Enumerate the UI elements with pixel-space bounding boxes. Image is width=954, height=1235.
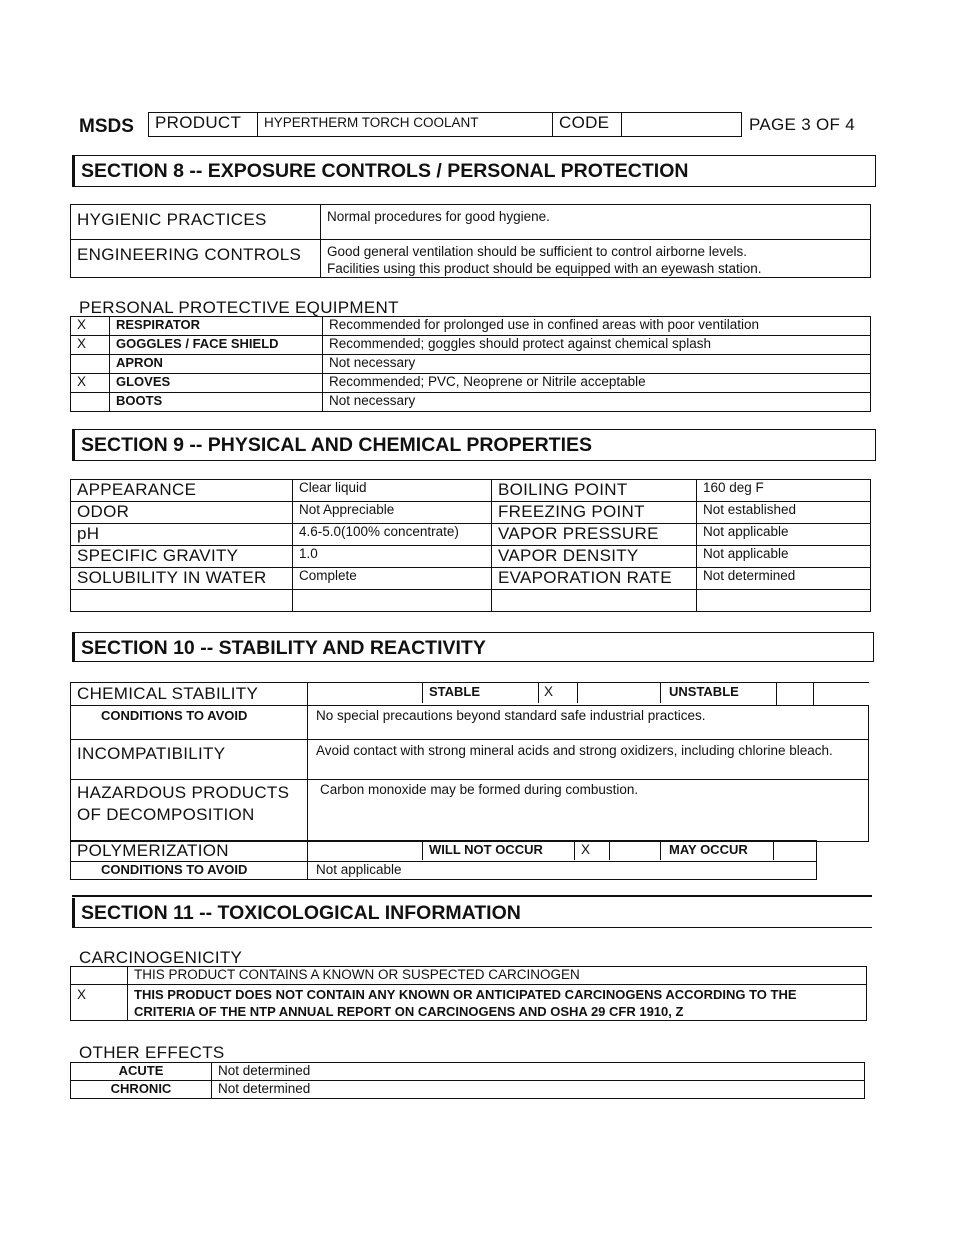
table-row (71, 1081, 865, 1099)
ppe-mark (71, 393, 110, 412)
prop-value: 1.0 (293, 546, 492, 568)
incompat-label: INCOMPATIBILITY (71, 740, 308, 780)
prop-label: APPEARANCE (71, 480, 293, 502)
product-name: HYPERTHERM TORCH COOLANT (258, 113, 553, 137)
prop-value: Clear liquid (293, 480, 492, 502)
prop-label: SPECIFIC GRAVITY (71, 546, 293, 568)
table-row (71, 590, 871, 612)
prop-label: FREEZING POINT (492, 502, 697, 524)
ppe-item: RESPIRATOR (110, 317, 323, 336)
stable-label: STABLE (422, 683, 532, 703)
effect-value: Not determined (212, 1081, 865, 1099)
prop-value: Not applicable (697, 546, 871, 568)
other-effects-table (70, 1062, 865, 1099)
stability-options (308, 683, 869, 706)
ppe-note: Not necessary (323, 355, 871, 374)
hazard-value: Carbon monoxide may be formed during combustion. (308, 780, 869, 842)
unstable-mark (776, 683, 814, 705)
chem-stability-label: CHEMICAL STABILITY (71, 683, 308, 706)
prop-label: SOLUBILITY IN WATER (71, 568, 293, 590)
ppe-item: GOGGLES / FACE SHIELD (110, 336, 323, 355)
will-not-occur-mark: X (574, 841, 610, 860)
hazard-label (71, 780, 308, 842)
carc-mark (71, 967, 128, 985)
carc-text: THIS PRODUCT CONTAINS A KNOWN OR SUSPECTED CARCINOGEN (128, 967, 867, 985)
table-row (71, 355, 871, 374)
ppe-note: Not necessary (323, 393, 871, 412)
unstable-label: UNSTABLE (660, 683, 776, 703)
poly-cond-label: CONDITIONS TO AVOID (71, 862, 308, 880)
stable-mark: X (538, 683, 578, 703)
header-table (148, 112, 742, 137)
prop-label: VAPOR PRESSURE (492, 524, 697, 546)
ppe-note: Recommended; PVC, Neoprene or Nitrile acceptable (323, 374, 871, 393)
other-effects-title: OTHER EFFECTS (79, 1043, 225, 1062)
hygienic-label: HYGIENIC PRACTICES (71, 205, 321, 240)
code-value (622, 113, 742, 137)
cond-avoid-value: No special precautions beyond standard safe industrial practices. (308, 706, 869, 740)
prop-value: Not applicable (697, 524, 871, 546)
poly-cond-value: Not applicable (308, 862, 817, 880)
engineering-label: ENGINEERING CONTROLS (71, 240, 321, 278)
may-occur-mark (774, 841, 814, 860)
effect-label: ACUTE (71, 1063, 212, 1081)
ppe-mark: X (71, 336, 110, 355)
prop-value: Not Appreciable (293, 502, 492, 524)
effect-value: Not determined (212, 1063, 865, 1081)
will-not-occur-label: WILL NOT OCCUR (422, 841, 574, 860)
section10-title: SECTION 10 -- STABILITY AND REACTIVITY (72, 632, 874, 662)
ppe-mark: X (71, 317, 110, 336)
hazard-label-line-2: OF DECOMPOSITION (77, 805, 255, 824)
ppe-title: PERSONAL PROTECTIVE EQUIPMENT (79, 298, 399, 317)
properties-table (70, 479, 871, 612)
polymerization-table (70, 840, 817, 880)
prop-value: Not determined (697, 568, 871, 590)
prop-value: 160 deg F (697, 480, 871, 502)
prop-label: pH (71, 524, 293, 546)
prop-value (697, 590, 871, 612)
product-label: PRODUCT (149, 113, 258, 137)
engineering-line-1: Good general ventilation should be sufficient to control airborne levels. (327, 244, 748, 259)
prop-label (71, 590, 293, 612)
table-row (71, 336, 871, 355)
ppe-item: GLOVES (110, 374, 323, 393)
carc-mark: X (71, 985, 128, 1021)
section8-title: SECTION 8 -- EXPOSURE CONTROLS / PERSONAL PROTECTION (72, 155, 876, 187)
ppe-mark: X (71, 374, 110, 393)
section11-top-rule (72, 895, 872, 897)
table-row (71, 480, 871, 502)
ppe-note: Recommended; goggles should protect against chemical splash (323, 336, 871, 355)
code-label: CODE (553, 113, 622, 137)
table-row (71, 1063, 865, 1081)
may-occur-label: MAY OCCUR (660, 841, 774, 860)
section11-title: SECTION 11 -- TOXICOLOGICAL INFORMATION (72, 898, 872, 928)
msds-label: MSDS (79, 116, 134, 137)
stability-table (70, 682, 869, 842)
ppe-item: BOOTS (110, 393, 323, 412)
incompat-value: Avoid contact with strong mineral acids and strong oxidizers, including chlorine bleach. (308, 740, 869, 780)
table-row (71, 985, 867, 1021)
effect-label: CHRONIC (71, 1081, 212, 1099)
page-number: PAGE 3 OF 4 (749, 115, 855, 134)
prop-label (492, 590, 697, 612)
prop-label: ODOR (71, 502, 293, 524)
ppe-item: APRON (110, 355, 323, 374)
table-row (71, 524, 871, 546)
engineering-line-2: Facilities using this product should be equipped with an eyewash station. (327, 261, 762, 276)
table-row (71, 546, 871, 568)
ppe-note: Recommended for prolonged use in confined areas with poor ventilation (323, 317, 871, 336)
table-row (71, 393, 871, 412)
prop-label: VAPOR DENSITY (492, 546, 697, 568)
poly-options (308, 841, 817, 862)
table-row (71, 317, 871, 336)
table-row (71, 967, 867, 985)
table-row (71, 502, 871, 524)
section8-table (70, 204, 871, 278)
ppe-table (70, 316, 871, 412)
table-row (71, 374, 871, 393)
hygienic-value: Normal procedures for good hygiene. (321, 205, 871, 240)
carc-text: THIS PRODUCT DOES NOT CONTAIN ANY KNOWN OR ANTICIPATED CARCINOGENS ACCORDING TO THE CRITERIA OF THE NTP ANNUAL REPORT ON CARCINOGENS AND OSHA 29 CFR 1910, Z (128, 985, 867, 1021)
prop-label: BOILING POINT (492, 480, 697, 502)
prop-value (293, 590, 492, 612)
section9-title: SECTION 9 -- PHYSICAL AND CHEMICAL PROPERTIES (72, 429, 876, 461)
prop-label: EVAPORATION RATE (492, 568, 697, 590)
engineering-value (321, 240, 871, 278)
hazard-label-line-1: HAZARDOUS PRODUCTS (77, 783, 290, 802)
prop-value: Not established (697, 502, 871, 524)
ppe-mark (71, 355, 110, 374)
poly-label: POLYMERIZATION (71, 841, 308, 862)
prop-value: 4.6-5.0(100% concentrate) (293, 524, 492, 546)
carcinogenicity-table (70, 966, 867, 1021)
cond-avoid-label: CONDITIONS TO AVOID (71, 706, 308, 740)
prop-value: Complete (293, 568, 492, 590)
table-row (71, 568, 871, 590)
carcinogenicity-title: CARCINOGENICITY (79, 948, 243, 967)
